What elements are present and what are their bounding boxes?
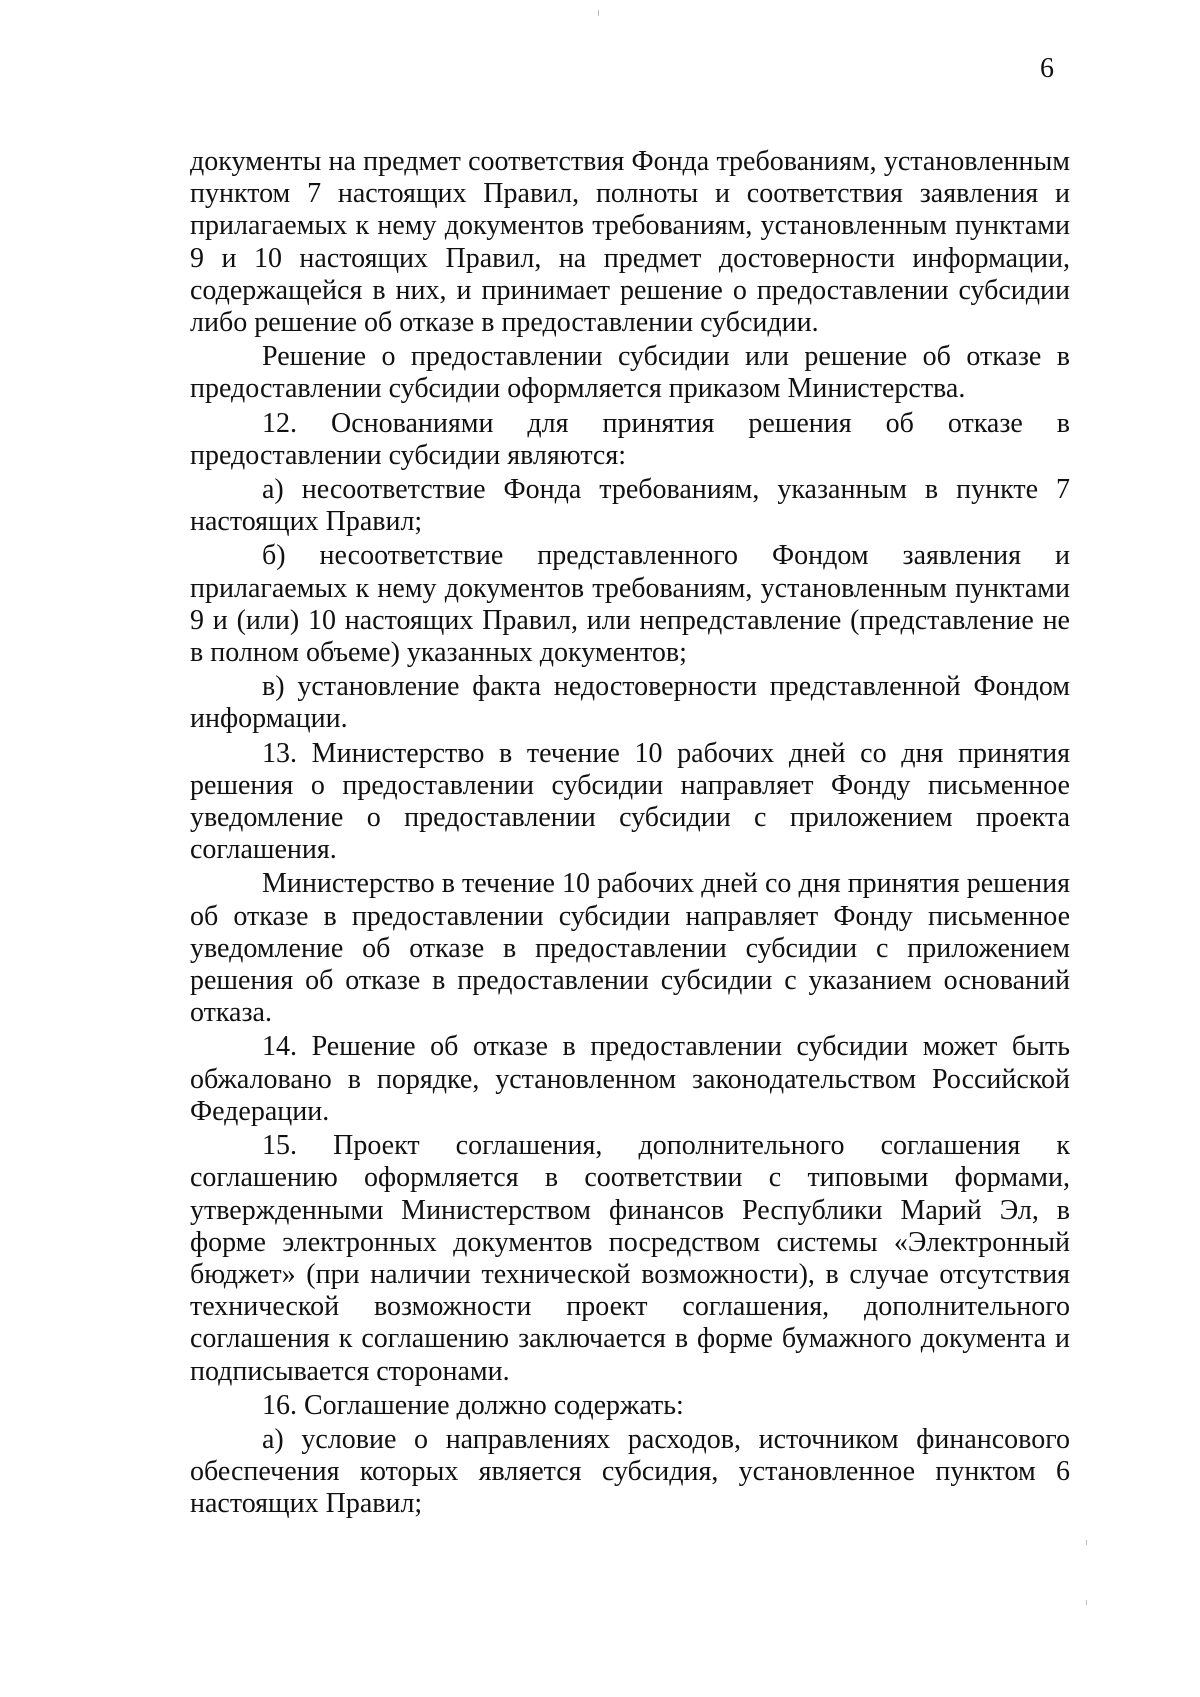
- paragraph-item-14: 14. Решение об отказе в предоставлении субсидии может быть обжаловано в порядке, установленном законодательством Российской Федерации.: [190, 1031, 1070, 1127]
- page-number: 6: [1040, 53, 1054, 84]
- paragraph-continuation: документы на предмет соответствия Фонда требованиям, установленным пунктом 7 настоящих Правил, полноты и соответствия заявления и прилагаемых к нему документов требованиям, установленным пунктами 9 и 10 настоящих Правил, на предмет достоверности информации, содержащейся в них, и принимает решение о предоставлении субсидии либо решение об отказе в предоставлении субсидии.: [190, 146, 1070, 339]
- scan-mark: [598, 10, 599, 16]
- paragraph-subitem-v: в) установление факта недостоверности представленной Фондом информации.: [190, 671, 1070, 735]
- paragraph-subitem-a: а) условие о направлениях расходов, источником финансового обеспечения которых является субсидия, установленное пунктом 6 настоящих Правил;: [190, 1423, 1070, 1520]
- paragraph-item-12: 12. Основаниями для принятия решения об отказе в предоставлении субсидии являются:: [190, 407, 1070, 471]
- paragraph-subitem-b: б) несоответствие представленного Фондом заявления и прилагаемых к нему документов требованиям, установленным пунктами 9 и (или) 10 настоящих Правил, или непредставление (представление не в полном объеме) указанных документов;: [190, 540, 1070, 669]
- paragraph-item-16: 16. Соглашение должно содержать:: [262, 1389, 684, 1421]
- scan-mark: [1086, 1600, 1087, 1605]
- paragraph: Министерство в течение 10 рабочих дней со дня принятия решения об отказе в предоставлении субсидии направляет Фонду письменное уведомление об отказе в предоставлении субсидии с приложением решения об отказе в предоставлении субсидии с указанием оснований отказа.: [190, 868, 1070, 1029]
- paragraph-item-15: 15. Проект соглашения, дополнительного соглашения к соглашению оформляется в соответствии с типовыми формами, утвержденными Министерством финансов Республики Марий Эл, в форме электронных документов посредством системы «Электронный бюджет» (при наличии технической возможности), в случае отсутствия технической возможности проект соглашения, дополнительного соглашения к соглашению заключается в форме бумажного документа и подписывается сторонами.: [190, 1130, 1070, 1387]
- paragraph: Решение о предоставлении субсидии или решение об отказе в предоставлении субсидии оформляется приказом Министерства.: [190, 341, 1070, 405]
- document-body: [190, 146, 1070, 1523]
- scan-mark: [1086, 1540, 1087, 1545]
- paragraph-subitem-a: а) несоответствие Фонда требованиям, указанным в пункте 7 настоящих Правил;: [190, 474, 1070, 538]
- paragraph-item-13: 13. Министерство в течение 10 рабочих дней со дня принятия решения о предоставлении субсидии направляет Фонду письменное уведомление о предоставлении субсидии с приложением проекта соглашения.: [190, 737, 1070, 866]
